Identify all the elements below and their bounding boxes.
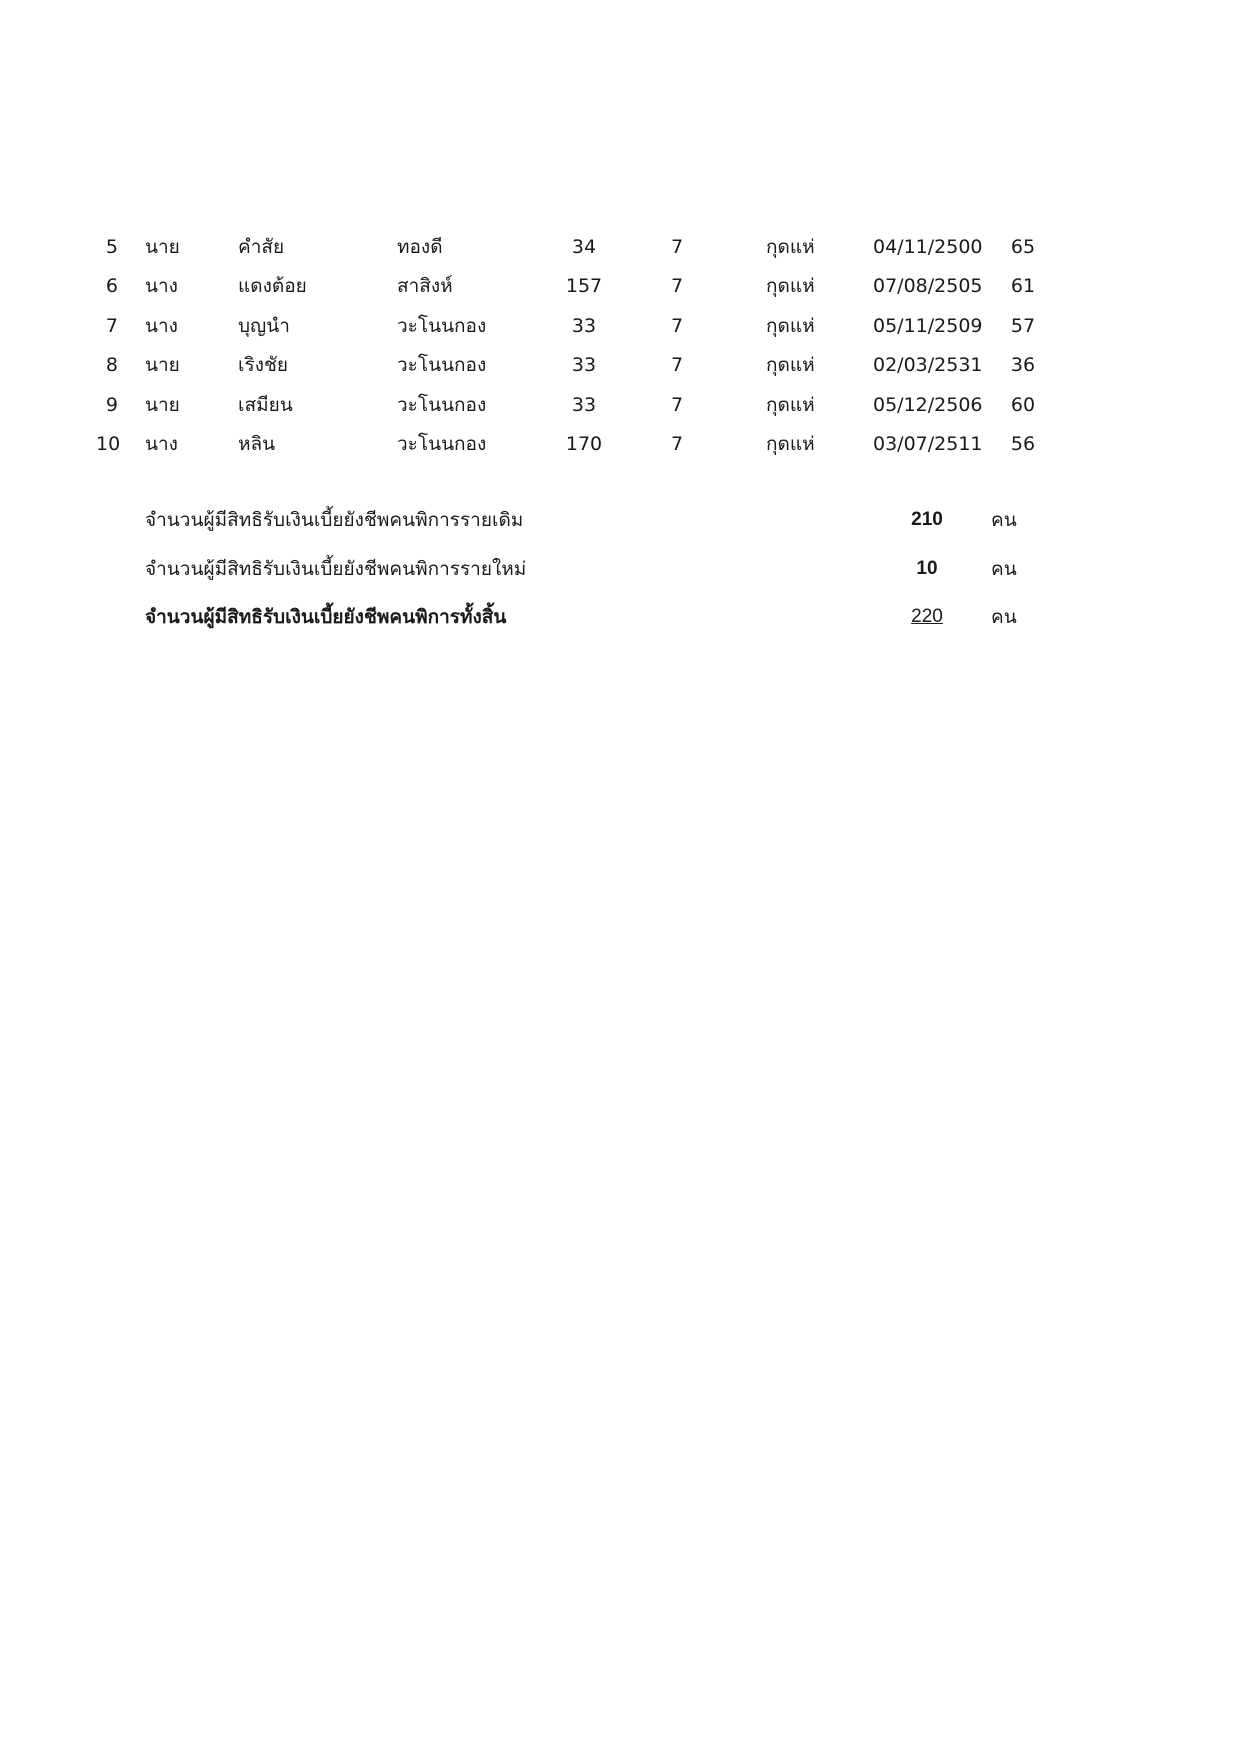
summary-count: 10 — [916, 557, 938, 579]
first-name: แดงต้อย — [238, 275, 307, 298]
house-number: 170 — [565, 432, 603, 455]
moo-number: 7 — [670, 275, 684, 298]
beneficiary-roster — [0, 228, 1241, 464]
summary-existing-row — [0, 496, 1241, 545]
age: 56 — [1010, 432, 1036, 455]
first-name: หลิน — [238, 432, 276, 455]
last-name: วะโนนกอง — [397, 432, 487, 455]
table-row — [0, 267, 1241, 306]
moo-number: 7 — [670, 314, 684, 337]
moo-number: 7 — [670, 354, 684, 377]
last-name: ทองดี — [397, 236, 443, 258]
name-title: นาง — [145, 314, 178, 337]
name-title: นาง — [145, 275, 178, 298]
summary-total-row — [0, 593, 1241, 642]
row-number: 9 — [105, 393, 118, 416]
birth-date: 03/07/2511 — [873, 432, 983, 455]
moo-number: 7 — [670, 393, 684, 416]
last-name: วะโนนกอง — [397, 393, 487, 416]
moo-number: 7 — [670, 236, 684, 258]
village-name: กุดแห่ — [766, 236, 815, 258]
summary-new-row — [0, 545, 1241, 594]
table-row — [0, 228, 1241, 267]
first-name: บุญนำ — [238, 314, 290, 337]
summary-label: จำนวนผู้มีสิทธิรับเงินเบี้ยยังชีพคนพิการรายใหม่ — [145, 557, 527, 580]
age: 60 — [1010, 393, 1036, 416]
village-name: กุดแห่ — [766, 393, 815, 416]
village-name: กุดแห่ — [766, 275, 815, 298]
first-name: เสมียน — [238, 393, 293, 416]
house-number: 34 — [571, 236, 597, 258]
name-title: นาง — [145, 432, 178, 455]
row-number: 7 — [105, 314, 118, 337]
name-title: นาย — [145, 354, 180, 377]
row-number: 5 — [105, 236, 118, 258]
beneficiary-summary — [0, 496, 1241, 642]
last-name: วะโนนกอง — [397, 354, 487, 377]
table-row — [0, 386, 1241, 425]
birth-date: 05/12/2506 — [873, 393, 983, 416]
house-number: 33 — [571, 314, 597, 337]
birth-date: 07/08/2505 — [873, 275, 983, 298]
village-name: กุดแห่ — [766, 314, 815, 337]
row-number: 10 — [96, 432, 121, 455]
summary-unit: คน — [991, 509, 1017, 531]
first-name: เริงชัย — [238, 354, 289, 377]
table-row — [0, 307, 1241, 346]
name-title: นาย — [145, 393, 180, 416]
age: 65 — [1010, 236, 1036, 258]
moo-number: 7 — [670, 432, 684, 455]
birth-date: 02/03/2531 — [873, 354, 983, 377]
age: 61 — [1010, 275, 1036, 298]
age: 57 — [1010, 314, 1036, 337]
last-name: วะโนนกอง — [397, 314, 487, 337]
table-row — [0, 425, 1241, 464]
first-name: คำสัย — [238, 236, 285, 258]
summary-total-count: 220 — [911, 606, 943, 627]
table-row — [0, 346, 1241, 385]
row-number: 6 — [105, 275, 118, 298]
birth-date: 04/11/2500 — [873, 236, 983, 258]
village-name: กุดแห่ — [766, 432, 815, 455]
age: 36 — [1010, 354, 1036, 377]
summary-total-label: จำนวนผู้มีสิทธิรับเงินเบี้ยยังชีพคนพิการทั้งสิ้น — [145, 606, 507, 628]
name-title: นาย — [145, 236, 180, 258]
summary-label: จำนวนผู้มีสิทธิรับเงินเบี้ยยังชีพคนพิการรายเดิม — [145, 509, 524, 531]
summary-unit: คน — [991, 557, 1017, 580]
birth-date: 05/11/2509 — [873, 314, 983, 337]
house-number: 33 — [571, 393, 597, 416]
summary-count: 210 — [911, 509, 943, 530]
row-number: 8 — [105, 354, 118, 377]
village-name: กุดแห่ — [766, 354, 815, 377]
last-name: สาสิงห์ — [397, 275, 453, 298]
summary-unit: คน — [991, 606, 1017, 628]
house-number: 157 — [565, 275, 603, 298]
house-number: 33 — [571, 354, 597, 377]
